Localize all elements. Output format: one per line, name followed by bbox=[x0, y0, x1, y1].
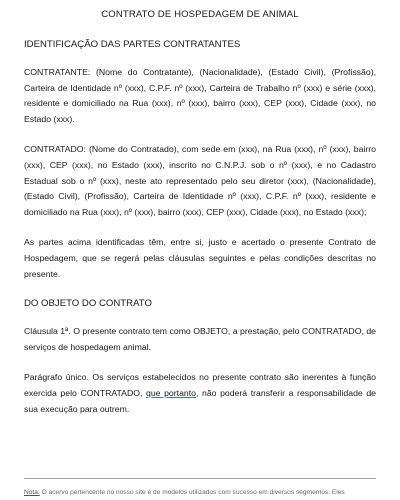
paragrafo-unico-text-end: , não poderá transferir a responsabilidade de sua execução para outrem. bbox=[24, 387, 376, 414]
paragraph-paragrafo-unico bbox=[24, 370, 376, 417]
paragraph-contratado: CONTRATADO: (Nome do Contratado), com sede em (xxx), na Rua (xxx), nº (xxx), bairro (xxx), CEP (xxx), no Estado (xxx), inscrito no C.N.P.J. sob o nº (xxx), e no Cadastro Estadual sob o nº (xxx), neste ato representado pelo seu diretor (xxx), (Nacionalidade), (Estado Civil), (Profissão), Carteira de Identidade nº (xxx), C.P.F. nº (xxx), residente e domiciliado na Rua (xxx), nº (xxx), bairro (xxx), CEP (xxx), Cidade (xxx), no Estado (xxx); bbox=[24, 144, 376, 217]
document-title: CONTRATO DE HOSPEDAGEM DE ANIMAL bbox=[101, 9, 299, 20]
footer-note-label: Nota: bbox=[24, 489, 40, 496]
paragraph-partes: As partes acima identificadas têm, entre si, justo e acertado o presente Contrato de Hospedagem, que se regerá pelas cláusulas seguintes e pelas condições descritas no presente. bbox=[24, 237, 376, 279]
footer-note bbox=[24, 478, 376, 497]
paragraph-clausula-1: Cláusula 1ª. O presente contrato tem como OBJETO, a prestação, pelo CONTRATADO, de serviços de hospedagem animal. bbox=[24, 326, 376, 352]
paragraph-contratante: CONTRATANTE: (Nome do Contratante), (Nacionalidade), (Estado Civil), (Profissão), Carteira de Identidade nº (xxx), C.P.F. nº (xxx), Carteira de Trabalho nº (xxx) e série (xxx), residente e domiciliado na Rua (xxx), nº (xxx), bairro (xxx), CEP (xxx), Cidade (xxx), no Estado (xxx). bbox=[24, 67, 376, 124]
paragrafo-unico-text-start: Parágrafo único. Os serviços estabelecidos no presente contrato são inerentes à função exercida pelo CONTRATADO, bbox=[24, 372, 376, 398]
footer-note-text: O acervo pertencente no nosso site é de modelos utilizados com sucesso em diversos segmentos. Eles bbox=[39, 489, 345, 496]
section-heading-identificacao: IDENTIFICAÇÃO DAS PARTES CONTRATANTES bbox=[24, 39, 241, 50]
paragrafo-unico-underlined-text: que portanto bbox=[146, 387, 196, 398]
section-heading-objeto: DO OBJETO DO CONTRATO bbox=[24, 298, 152, 310]
